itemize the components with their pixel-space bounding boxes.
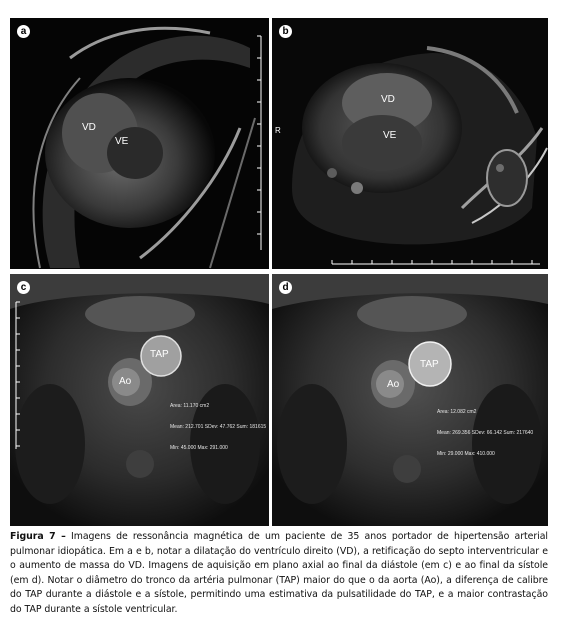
figure-label: Figura 7 – [10,531,66,542]
roi-measurement-c [170,389,266,466]
roi-area-c: Area: 11.170 cm2 [170,403,210,409]
label-tap-d: TAP [420,359,439,370]
label-ao-c: Ao [119,376,132,387]
mri-panel-b [272,18,548,269]
panel-label-c: c [17,281,30,294]
roi-range-d: Min: 29.000 Max: 410.000 [437,451,495,457]
roi-area-d: Area: 12.082 cm2 [437,409,477,415]
panel-label-b: b [279,25,292,38]
panel-label-d: d [279,281,292,294]
mri-image-a [10,18,269,269]
mri-panel-a [10,18,269,269]
roi-stats-d: Mean: 269.356 SDev: 66.142 Sum: 217640 [437,430,534,436]
label-side-b: R [275,126,281,135]
label-vd-b: VD [381,94,395,105]
label-vd-a: VD [82,122,96,133]
label-tap-c: TAP [150,349,169,360]
mri-image-b [272,18,548,269]
panel-label-a: a [17,25,30,38]
mri-panel-d [272,274,548,526]
label-ve-b: VE [383,130,397,141]
roi-measurement-d [437,395,533,472]
mri-panel-c [10,274,269,526]
caption-text: Imagens de ressonância magnética de um paciente de 35 anos portador de hipertensão arterial pulmonar idiopática. Em a e b, notar a dilatação do ventrículo direito (VD), a retificação do septo interventricular e o aumento de massa do VD. Imagens de aquisição em plano axial ao final da diástole (em c) e ao final da sístole (em d). Notar o diâmetro do tronco da artéria pulmonar (TAP) maior do que o da aorta (Ao), a diferença de calibre do TAP durante a diástole e a sístole, permitindo uma estimativa da pulsatilidade do TAP, e a maior contrastação do TAP durante a sístole ventricular. [10,531,548,615]
label-ve-a: VE [115,136,129,147]
label-ao-d: Ao [387,379,400,390]
roi-range-c: Min: 45.000 Max: 291.000 [170,445,228,451]
roi-stats-c: Mean: 212.701 SDev: 47.762 Sum: 181615 [170,424,267,430]
figure-caption [10,530,548,618]
